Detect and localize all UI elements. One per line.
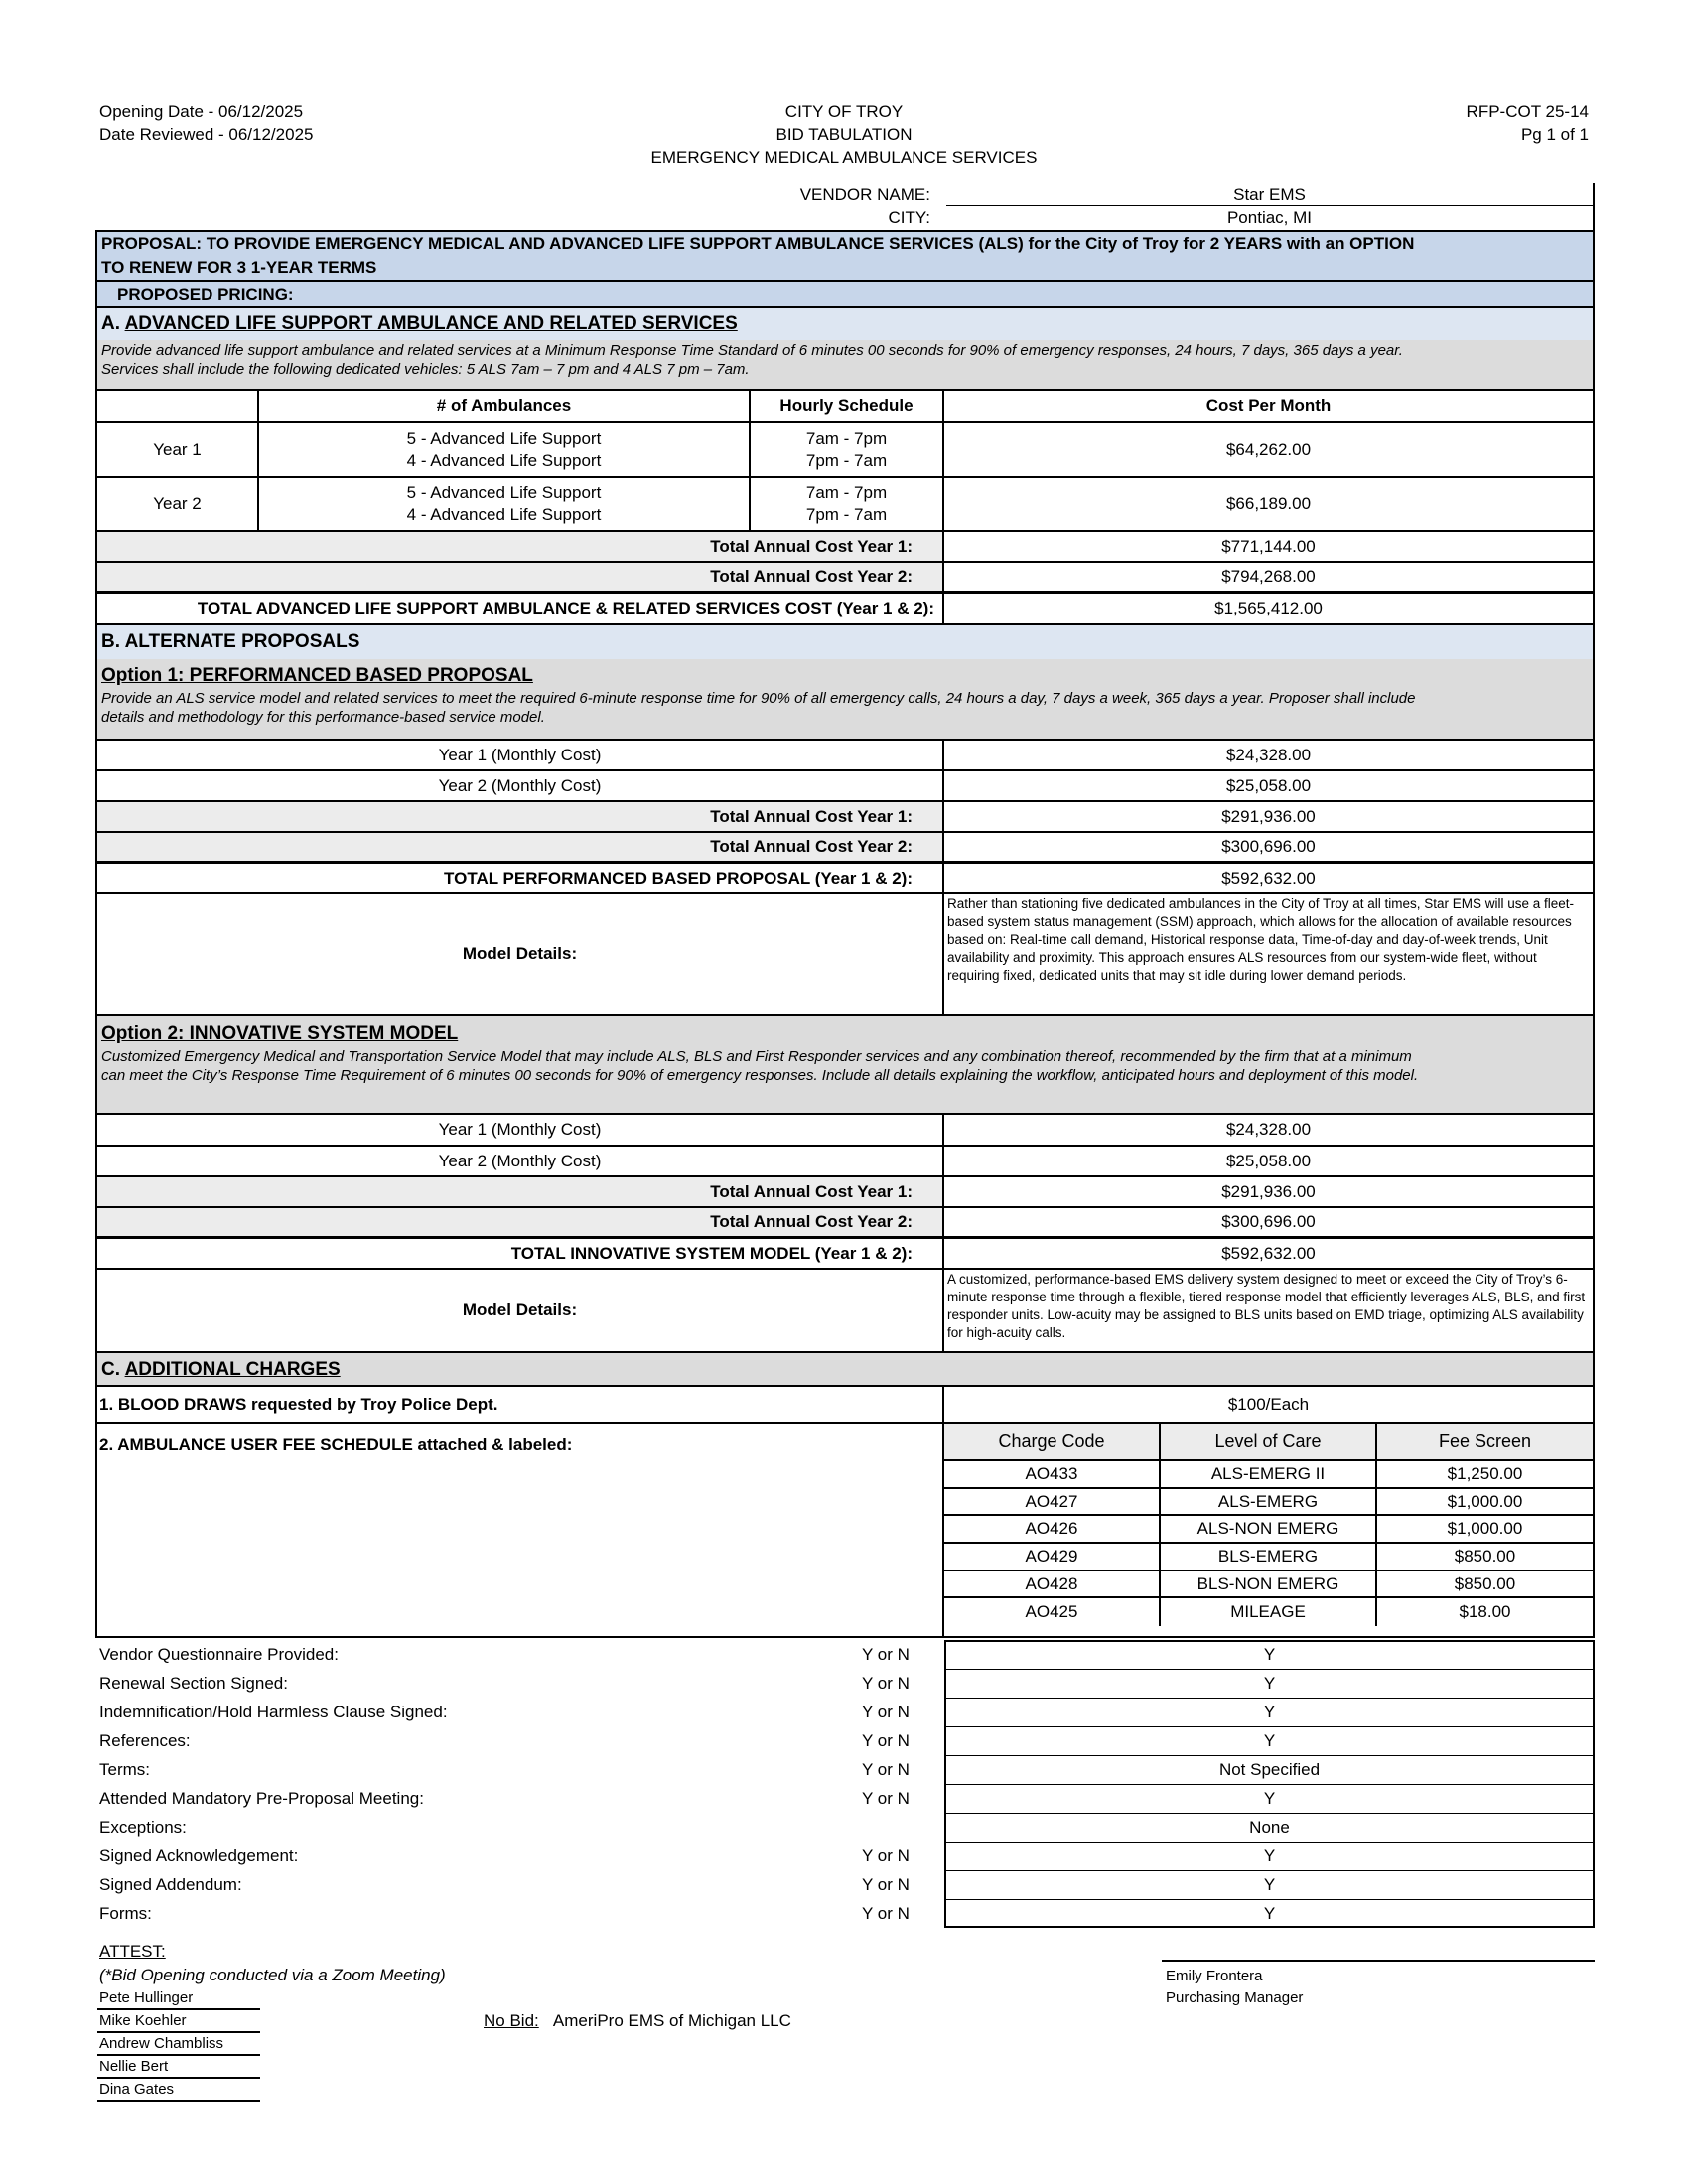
- option2-year2-row: [97, 1147, 1593, 1177]
- option2-total1-row: [97, 1177, 1593, 1208]
- ambulance-night: 4 - Advanced Life Support: [406, 504, 602, 524]
- ambulance-day: 5 - Advanced Life Support: [406, 428, 602, 448]
- no-bid-vendor: AmeriPro EMS of Michigan LLC: [552, 2011, 791, 2030]
- proposed-pricing-label: [97, 282, 1593, 308]
- option1-year1-value: $24,328.00: [1225, 745, 1312, 764]
- proposal-line-2: TO RENEW FOR 3 1-YEAR TERMS: [101, 258, 377, 277]
- option1-grand-label: TOTAL PERFORMANCED BASED PROPOSAL (Year 1 & 2):: [97, 864, 944, 892]
- option2-year1-label: Year 1 (Monthly Cost): [97, 1115, 944, 1145]
- proposal-banner: [97, 232, 1593, 282]
- fee-code: AO428: [944, 1571, 1161, 1596]
- fee-header-level: Level of Care: [1161, 1424, 1377, 1459]
- blood-draw-value: $100/Each: [1227, 1394, 1310, 1414]
- option1-year2-label: Year 2 (Monthly Cost): [97, 771, 944, 800]
- option2-total1-label: Total Annual Cost Year 1:: [97, 1177, 944, 1206]
- fee-header-fee: Fee Screen: [1438, 1431, 1532, 1451]
- option2-year2-label: Year 2 (Monthly Cost): [97, 1147, 944, 1175]
- fee-amount: $1,250.00: [1447, 1464, 1523, 1483]
- total-year2-label: Total Annual Cost Year 2:: [97, 563, 944, 591]
- option1-title: Option 1: PERFORMANCED BASED PROPOSAL: [101, 665, 533, 686]
- checklist-label: Vendor Questionnaire Provided:: [99, 1645, 339, 1664]
- hourly-schedule: [751, 478, 944, 530]
- checklist-label: Terms:: [99, 1760, 150, 1779]
- section-a-desc-2: Services shall include the following dedicated vehicles: 5 ALS 7am – 7 pm and 4 ALS 7 pm – 7am.: [101, 361, 750, 378]
- ambulance-count: [259, 478, 751, 530]
- checklist-value: Y: [946, 1643, 1593, 1670]
- option2-total2-value: $300,696.00: [944, 1208, 1593, 1236]
- grand-total-a-row: [97, 594, 1593, 625]
- hourly-schedule: [751, 423, 944, 476]
- checklist-value: Y: [946, 1701, 1593, 1727]
- section-a-heading: [97, 308, 1593, 340]
- section-a-title: ADVANCED LIFE SUPPORT AMBULANCE AND RELATED SERVICES: [124, 313, 738, 334]
- checklist-value: Y: [946, 1873, 1593, 1900]
- option2-block: [97, 1016, 1593, 1115]
- monthly-cost: $66,189.00: [1225, 493, 1312, 513]
- grand-total-a-label: TOTAL ADVANCED LIFE SUPPORT AMBULANCE & RELATED SERVICES COST (Year 1 & 2):: [97, 594, 944, 623]
- attendee-name: Nellie Bert: [97, 2056, 260, 2079]
- option1-total1-label: Total Annual Cost Year 1:: [97, 802, 944, 831]
- checklist-yn: Y or N: [862, 1731, 910, 1750]
- option2-model-text: A customized, performance-based EMS delivery system designed to meet or exceed the City of Troy’s 6-minute response time through a flexible, tiered response model that efficiently leverages ALS, BLS, and first responder units. Low-acuity may be assigned to BLS units based on EMD triage, optimizing ALS availability for high-acuity calls.: [947, 1272, 1586, 1340]
- checklist-label: Exceptions:: [99, 1818, 187, 1837]
- section-a-desc-1: Provide advanced life support ambulance and related services at a Minimum Response Time Standard of 6 minutes 00 seconds for 90% of emergency responses, 24 hours, 7 days, 365 days a year.: [101, 342, 1403, 359]
- section-c-heading: [97, 1353, 1593, 1387]
- section-a-description: [97, 340, 1593, 391]
- total-year2-row: [97, 563, 1593, 594]
- list-item: [0, 1755, 1688, 1784]
- attendee-name: Mike Koehler: [97, 2010, 260, 2033]
- table-row: [944, 1544, 1593, 1571]
- attest-label: ATTEST:: [99, 1942, 166, 1961]
- checklist-label: Signed Acknowledgement:: [99, 1846, 299, 1865]
- option1-model-row: [97, 894, 1593, 1016]
- fee-header-code: Charge Code: [944, 1424, 1161, 1459]
- option1-grand-row: [97, 864, 1593, 894]
- ambulance-count: [259, 423, 751, 476]
- fee-level: MILEAGE: [1161, 1598, 1377, 1626]
- page-number: Pg 1 of 1: [1520, 125, 1589, 144]
- total-year1-row: [97, 532, 1593, 563]
- section-a-prefix: A.: [101, 313, 125, 334]
- option1-total1-row: [97, 802, 1593, 833]
- option1-desc-1: Provide an ALS service model and related services to meet the required 6-minute response time for 90% of all emergency calls, 24 hours a day, 7 days a week, 365 days a year. Proposer shall include: [101, 690, 1416, 707]
- vendor-box-edge: [1593, 183, 1595, 232]
- section-b-heading: B. ALTERNATE PROPOSALS: [97, 625, 1593, 659]
- list-item: [0, 1640, 1688, 1669]
- checklist-label: Forms:: [99, 1904, 152, 1923]
- year-label: Year 2: [97, 478, 259, 530]
- option1-year1-row: [97, 741, 1593, 771]
- option1-block: [97, 659, 1593, 741]
- fee-amount: $18.00: [1459, 1602, 1511, 1621]
- checklist-value: Y: [946, 1844, 1593, 1871]
- option2-grand-label: TOTAL INNOVATIVE SYSTEM MODEL (Year 1 & 2):: [97, 1239, 944, 1268]
- attendee-name: Andrew Chambliss: [97, 2033, 260, 2056]
- option1-model-label: Model Details:: [97, 894, 944, 1014]
- vendor-name: Star EMS: [946, 183, 1593, 206]
- vendor-name-label: VENDOR NAME:: [799, 185, 930, 204]
- fee-code: AO429: [944, 1544, 1161, 1570]
- signature-line: [1162, 1960, 1595, 1962]
- col-ambulances-header: # of Ambulances: [259, 391, 751, 421]
- option2-desc-2: can meet the City’s Response Time Requirement of 6 minutes 00 seconds for 90% of emergency responses. Include all details explaining the workflow, anticipated hours and deployment of this model.: [101, 1067, 1419, 1084]
- fee-level: ALS-NON EMERG: [1161, 1516, 1377, 1542]
- option1-year1-label: Year 1 (Monthly Cost): [97, 741, 944, 769]
- checklist-yn: Y or N: [862, 1904, 910, 1923]
- option2-total2-label: Total Annual Cost Year 2:: [97, 1208, 944, 1236]
- checklist-value: Y: [946, 1729, 1593, 1756]
- fee-level: BLS-EMERG: [1161, 1544, 1377, 1570]
- table-row: [944, 1598, 1593, 1636]
- checklist-value: Y: [946, 1787, 1593, 1814]
- blood-draw-label: 1. BLOOD DRAWS requested by Troy Police Dept.: [97, 1387, 944, 1422]
- fee-code: AO425: [944, 1598, 1161, 1626]
- schedule-night: 7pm - 7am: [805, 504, 888, 524]
- table-row: [944, 1571, 1593, 1598]
- list-item: [0, 1726, 1688, 1755]
- service-title: EMERGENCY MEDICAL AMBULANCE SERVICES: [650, 148, 1038, 167]
- col-schedule-header: Hourly Schedule: [751, 391, 944, 421]
- checklist-value: None: [946, 1816, 1593, 1843]
- option1-grand-value: $592,632.00: [1221, 868, 1316, 887]
- list-item: [0, 1899, 1688, 1928]
- schedule-day: 7am - 7pm: [805, 428, 888, 448]
- fee-amount: $850.00: [1454, 1547, 1516, 1566]
- signer-name: Emily Frontera: [1166, 1968, 1263, 1984]
- option1-model-text: Rather than stationing five dedicated ambulances in the City of Troy at all times, Star EMS will use a fleet-based system status management (SSM) approach, which allows for the allocation of available resources based on: Real-time call demand, Historical response data, Time-of-day and day-of-week trends, Unit availability and proximity. This approach ensures ALS resources from our system-wide fleet, without requiring fixed, dedicated units that may sit idle during lower demand periods.: [947, 896, 1575, 983]
- table-row: [944, 1461, 1593, 1489]
- signer-title: Purchasing Manager: [1166, 1989, 1304, 2006]
- list-item: [0, 1784, 1688, 1813]
- schedule-night: 7pm - 7am: [805, 450, 888, 470]
- option2-model-row: [97, 1270, 1593, 1353]
- checklist-value: Not Specified: [946, 1758, 1593, 1785]
- option2-total1-value: $291,936.00: [944, 1177, 1593, 1206]
- list-item: [0, 1669, 1688, 1698]
- option1-total1-value: $291,936.00: [944, 802, 1593, 831]
- checklist-value: Y: [1263, 1904, 1276, 1923]
- total-year2-value: $794,268.00: [944, 563, 1593, 591]
- total-year1-label: Total Annual Cost Year 1:: [97, 532, 944, 561]
- ambulance-day: 5 - Advanced Life Support: [406, 482, 602, 502]
- fee-code: AO427: [944, 1489, 1161, 1514]
- option2-title: Option 2: INNOVATIVE SYSTEM MODEL: [101, 1024, 459, 1044]
- rfp-number: RFP-COT 25-14: [1466, 102, 1589, 121]
- zoom-note: (*Bid Opening conducted via a Zoom Meeting): [99, 1966, 446, 1984]
- table-row: [97, 478, 1593, 532]
- option2-year1-row: [97, 1115, 1593, 1147]
- ambulance-night: 4 - Advanced Life Support: [406, 450, 602, 470]
- grand-total-a-value: $1,565,412.00: [1214, 599, 1323, 617]
- option1-total2-label: Total Annual Cost Year 2:: [97, 833, 944, 861]
- option2-grand-row: [97, 1239, 1593, 1270]
- table-row: [944, 1489, 1593, 1516]
- option1-year2-row: [97, 771, 1593, 802]
- bid-tabulation-title: BID TABULATION: [775, 125, 913, 144]
- option2-total2-row: [97, 1208, 1593, 1239]
- fee-amount: $850.00: [1454, 1573, 1516, 1593]
- fee-level: BLS-NON EMERG: [1161, 1571, 1377, 1596]
- fee-table-header: [944, 1424, 1593, 1461]
- checklist-yn: Y or N: [862, 1846, 910, 1865]
- attendee-list: [97, 1987, 260, 2102]
- col-cost-header: Cost Per Month: [1205, 396, 1332, 415]
- option2-model-label: Model Details:: [97, 1270, 944, 1351]
- proposed-pricing-text: PROPOSED PRICING:: [117, 285, 294, 304]
- list-item: [0, 1870, 1688, 1899]
- option2-desc-1: Customized Emergency Medical and Transportation Service Model that may include ALS, BLS and First Responder services and any combination thereof, recommended by the firm that at a minimum: [101, 1048, 1412, 1065]
- checklist-yn: Y or N: [862, 1703, 910, 1721]
- checklist-yn: Y or N: [862, 1789, 910, 1808]
- attendee-name: Pete Hullinger: [97, 1987, 260, 2010]
- schedule-day: 7am - 7pm: [805, 482, 888, 502]
- monthly-cost: $64,262.00: [1225, 439, 1312, 459]
- no-bid: [484, 2009, 791, 2032]
- checklist-yn: Y or N: [862, 1645, 910, 1664]
- checklist-yn: Y or N: [862, 1674, 910, 1693]
- section-a-col-header-row: [97, 391, 1593, 423]
- checklist-yn: Y or N: [862, 1760, 910, 1779]
- section-c-title: ADDITIONAL CHARGES: [124, 1359, 341, 1380]
- no-bid-label: No Bid:: [484, 2011, 539, 2030]
- checklist-yn: Y or N: [862, 1875, 910, 1894]
- fee-code: AO433: [944, 1461, 1161, 1487]
- fee-amount: $1,000.00: [1447, 1491, 1523, 1511]
- date-reviewed: Date Reviewed - 06/12/2025: [99, 125, 314, 144]
- option1-desc-2: details and methodology for this performance-based service model.: [101, 709, 545, 726]
- checklist-label: Indemnification/Hold Harmless Clause Signed:: [99, 1703, 448, 1721]
- fee-level: ALS-EMERG II: [1161, 1461, 1377, 1487]
- fee-amount: $1,000.00: [1447, 1519, 1523, 1538]
- option1-year2-value: $25,058.00: [1225, 775, 1312, 795]
- checklist-label: Attended Mandatory Pre-Proposal Meeting:: [99, 1789, 424, 1808]
- total-year1-value: $771,144.00: [944, 532, 1593, 561]
- year-label: Year 1: [97, 423, 259, 476]
- option2-year1-value: $24,328.00: [1225, 1120, 1312, 1139]
- option1-total2-value: $300,696.00: [944, 833, 1593, 861]
- vendor-city-label: CITY:: [888, 208, 930, 227]
- col-year-header: [97, 391, 259, 421]
- city-title: CITY OF TROY: [784, 102, 904, 121]
- proposal-line-1: PROPOSAL: TO PROVIDE EMERGENCY MEDICAL AND ADVANCED LIFE SUPPORT AMBULANCE SERVICES (ALS) for the City of Troy for 2 YEARS with an OPTION: [101, 234, 1415, 253]
- option1-total2-row: [97, 833, 1593, 864]
- vendor-city: Pontiac, MI: [1226, 208, 1313, 227]
- fee-schedule-label: 2. AMBULANCE USER FEE SCHEDULE attached & labeled:: [97, 1424, 944, 1636]
- table-row: [97, 423, 1593, 478]
- fee-code: AO426: [944, 1516, 1161, 1542]
- list-item: [0, 1698, 1688, 1726]
- opening-date: Opening Date - 06/12/2025: [99, 102, 304, 121]
- table-row: [944, 1516, 1593, 1544]
- blood-draw-row: [97, 1387, 1593, 1424]
- fee-level: ALS-EMERG: [1161, 1489, 1377, 1514]
- checklist-label: References:: [99, 1731, 191, 1750]
- checklist-label: Signed Addendum:: [99, 1875, 242, 1894]
- checklist-value: Y: [946, 1672, 1593, 1699]
- list-item: [0, 1813, 1688, 1842]
- option2-year2-value: $25,058.00: [1225, 1151, 1312, 1170]
- section-c-prefix: C.: [101, 1359, 125, 1380]
- checklist-label: Renewal Section Signed:: [99, 1674, 288, 1693]
- list-item: [0, 1842, 1688, 1870]
- option2-grand-value: $592,632.00: [1221, 1243, 1316, 1263]
- attendee-name: Dina Gates: [97, 2079, 260, 2102]
